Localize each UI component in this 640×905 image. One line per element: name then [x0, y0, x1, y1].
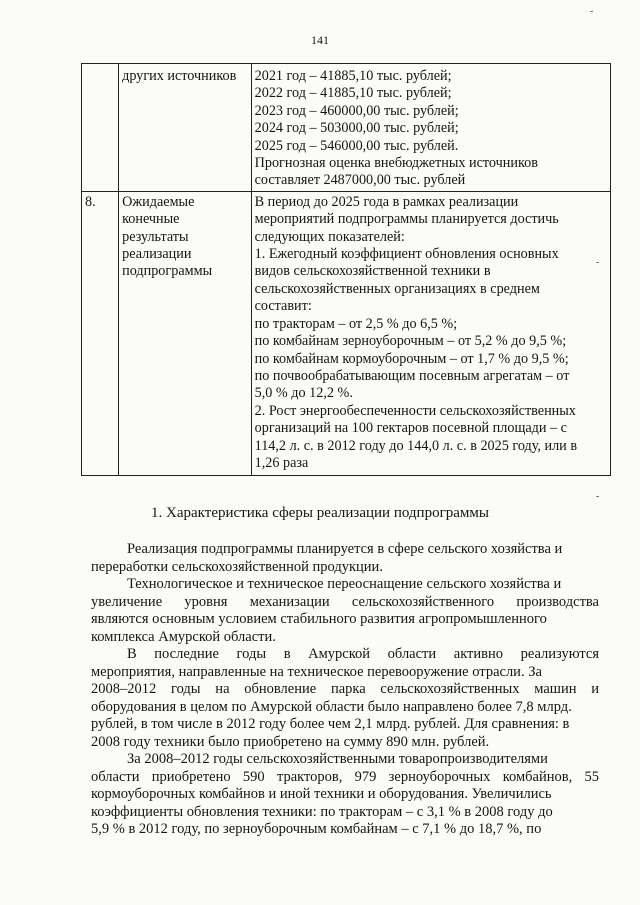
result-line: 5,0 % до 12,2 %. — [254, 385, 353, 402]
section-title: 1. Характеристика сферы реализации подпрограммы — [151, 505, 489, 521]
paragraph-line: Технологическое и техническое переоснащение сельского хозяйства и — [127, 576, 562, 592]
scan-artifact: - — [596, 491, 600, 502]
paragraph-line: 5,9 % в 2012 году, по зерноуборочным комбайнам – с 7,1 % до 18,7 %, по — [91, 821, 542, 837]
result-line: по тракторам – от 2,5 % до 6,5 %; — [254, 315, 458, 332]
table-row — [82, 64, 611, 192]
result-line: составит: — [254, 298, 312, 315]
scan-artifact: - — [590, 6, 594, 17]
paragraph-line: Реализация подпрограммы планируется в сфере сельского хозяйства и — [127, 541, 563, 557]
forecast-line: Прогнозная оценка внебюджетных источников — [254, 155, 538, 172]
paragraph-line: За 2008–2012 годы сельскохозяйственными товаропроизводителями — [127, 751, 548, 767]
row-label-line: реализации — [122, 246, 192, 263]
row-content-cell — [251, 191, 610, 476]
body-text — [91, 541, 599, 839]
row-number-cell — [82, 64, 119, 192]
paragraph-line: 2008–2012 годы на обновление парка сельскохозяйственных машин и — [91, 681, 599, 697]
paragraph-line: кормоуборочных комбайнов и иной техники и оборудования. Увеличились — [91, 786, 552, 802]
paragraph-line: оборудования в целом по Амурской области было направлено более 7,8 млрд. — [91, 698, 572, 715]
subprogram-passport-table — [81, 63, 611, 476]
paragraph-line: мероприятия, направленные на техническое перевооружение отрасли. За — [91, 663, 542, 680]
result-line: В период до 2025 года в рамках реализации — [254, 193, 519, 210]
row-label-line: конечные — [122, 211, 180, 228]
result-line: по почвообрабатывающим посевным агрегатам – от — [254, 367, 570, 384]
result-line: мероприятий подпрограммы планируется достичь — [254, 211, 559, 228]
paragraph-line: комплекса Амурской области. — [91, 628, 276, 645]
row-label-line: Ожидаемые — [122, 193, 195, 210]
result-line: следующих показателей: — [254, 228, 405, 245]
paragraph-line: увеличение уровня механизации сельскохозяйственного производства — [91, 593, 599, 610]
paragraph-line: коэффициенты обновления техники: по тракторам – с 3,1 % в 2008 году до — [91, 803, 553, 820]
result-line: видов сельскохозяйственной техники в — [254, 263, 491, 280]
result-line: 1,26 раза — [254, 454, 309, 471]
funding-2021: 2021 год – 41885,10 тыс. рублей; — [254, 68, 452, 84]
table-row — [82, 191, 611, 476]
row-number: 8. — [85, 193, 96, 210]
forecast-total: составляет 2487000,00 тыс. рублей — [254, 172, 466, 189]
result-line: 114,2 л. с. в 2012 году до 144,0 л. с. в 2025 году, или в — [254, 437, 578, 454]
row-label-cell — [119, 64, 252, 192]
result-line: 2. Рост энергообеспеченности сельскохозяйственных — [254, 402, 576, 419]
scan-artifact: - — [596, 257, 600, 268]
row-number-cell — [82, 191, 119, 476]
funding-2022: 2022 год – 41885,10 тыс. рублей; — [254, 85, 452, 102]
result-line: по комбайнам кормоуборочным – от 1,7 % до 9,5 %; — [254, 350, 569, 367]
paragraph-line: области приобретено 590 тракторов, 979 зерноуборочных комбайнов, 55 — [91, 768, 599, 785]
page-number: 141 — [311, 33, 329, 47]
row-label-line: подпрограммы — [122, 263, 213, 280]
funding-2025: 2025 год – 546000,00 тыс. рублей. — [254, 137, 459, 154]
result-line: по комбайнам зерноуборочным – от 5,2 % до 9,5 %; — [254, 333, 567, 350]
paragraph-line: переработки сельскохозяйственной продукции. — [91, 558, 383, 575]
row-label: других источников — [122, 68, 237, 84]
result-line: сельскохозяйственных организациях в среднем — [254, 280, 540, 297]
paragraph-line: 2008 году техники было приобретено на сумму 890 млн. рублей. — [91, 733, 490, 750]
row-label-cell — [119, 191, 252, 476]
paragraph-line: В последние годы в Амурской области активно реализуются — [127, 646, 599, 662]
funding-2023: 2023 год – 460000,00 тыс. рублей; — [254, 102, 459, 119]
paragraph-line: являются основным условием стабильного развития агропромышленного — [91, 611, 547, 627]
paragraph-line: рублей, в том числе в 2012 году более чем 2,1 млрд. рублей. Для сравнения: в — [91, 716, 570, 732]
row-content-cell — [251, 64, 610, 192]
result-line: 1. Ежегодный коэффициент обновления основных — [254, 246, 559, 263]
result-line: организаций на 100 гектаров посевной площади – с — [254, 420, 567, 437]
funding-2024: 2024 год – 503000,00 тыс. рублей; — [254, 120, 459, 137]
row-label-line: результаты — [122, 228, 189, 245]
